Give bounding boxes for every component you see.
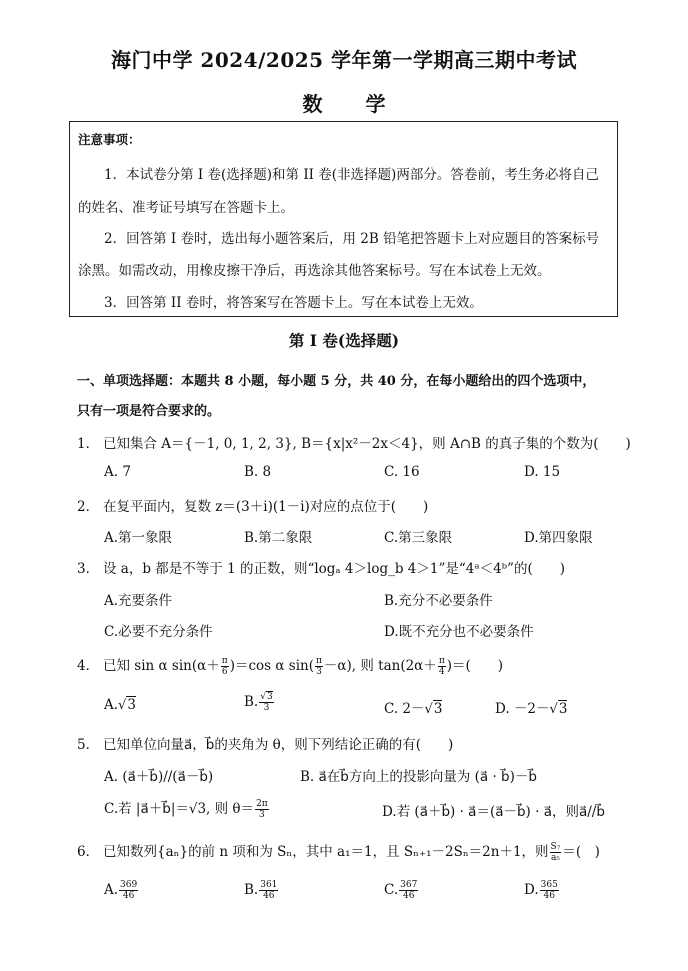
question-text-part: 已知数列{aₙ}的前 n 项和为 Sₙ，其中 a₁＝1，且 Sₙ₊₁－2Sₙ＝2n＋1，则	[103, 844, 549, 860]
numerator: √3	[260, 692, 273, 702]
fraction	[399, 880, 418, 901]
q4-option-b	[244, 692, 275, 713]
q1-option-c: C. 16	[384, 464, 420, 480]
denominator: 46	[122, 891, 135, 901]
q3-option-b: B.充分不必要条件	[384, 593, 493, 609]
question-number: 2．	[77, 499, 100, 515]
denominator: 6	[221, 667, 228, 677]
q2-option-a: A.第一象限	[104, 530, 173, 546]
q1-option-d: D. 15	[524, 464, 561, 480]
exam-title: 海门中学 2024/2025 学年第一学期高三期中考试	[110, 48, 578, 72]
q5-option-c	[104, 797, 270, 820]
notice-heading: 注意事项：	[78, 132, 141, 147]
q1-option-a: A. 7	[104, 464, 131, 480]
q3-option-d: D.既不充分也不必要条件	[384, 624, 534, 640]
question-number: 3．	[77, 561, 100, 577]
question-number: 4．	[77, 658, 100, 674]
question-text: 已知集合 A＝{－1, 0, 1, 2, 3}, B＝{x|x²－2x＜4}，则 A∩B 的真子集的个数为( )	[103, 436, 631, 452]
section-instruction-1: 一、单项选择题：本题共 8 小题，每小题 5 分，共 40 分，在每小题给出的四个选项中，	[77, 374, 596, 389]
denominator: 46	[543, 891, 555, 901]
fraction	[259, 880, 278, 901]
denominator: 4	[438, 667, 445, 677]
q6-option-b	[244, 880, 279, 901]
q2-option-c: C.第三象限	[384, 530, 453, 546]
fraction	[221, 656, 229, 677]
q2-option-d: D.第四象限	[524, 530, 593, 546]
question-text: 已知单位向量a⃗，b⃗的夹角为 θ，则下列结论正确的有( )	[103, 737, 454, 753]
q6-option-c	[384, 880, 419, 901]
fraction	[119, 880, 138, 901]
fraction	[540, 880, 559, 901]
q3-option-a: A.充要条件	[104, 593, 173, 609]
option-label: C. 2－	[384, 701, 425, 717]
q1-option-b: B. 8	[244, 464, 272, 480]
notice-box	[69, 121, 618, 317]
question-text-part: 已知 sin α sin(α＋	[103, 658, 220, 674]
fraction	[315, 656, 323, 677]
numerator: π	[315, 656, 322, 666]
section-title: 第 I 卷(选择题)	[288, 331, 400, 350]
option-label: C.	[384, 882, 399, 898]
notice-line-5: 3．回答第 II 卷时，将答案写在答题卡上。写在本试卷上无效。	[104, 295, 483, 311]
numerator: π	[221, 656, 228, 666]
question-text-part: －α), 则 tan(2α＋	[323, 658, 437, 674]
fraction	[259, 692, 273, 713]
denominator: 3	[259, 810, 265, 820]
question-6	[77, 840, 600, 863]
radicand: 3	[127, 697, 136, 713]
question-text-part: ＝( )	[562, 844, 600, 860]
question-number: 1．	[77, 436, 100, 452]
fraction	[255, 799, 269, 820]
sqrt-icon: √	[549, 702, 558, 717]
question-5	[77, 733, 453, 753]
option-text: C.若 |a⃗＋b⃗|＝√3, 则 θ＝	[104, 801, 255, 817]
question-text-part: )＝cos α sin(	[229, 658, 314, 674]
denominator: 3	[263, 703, 270, 713]
denominator: 46	[403, 891, 415, 901]
fraction	[550, 842, 562, 863]
denominator: 3	[316, 667, 322, 677]
q5-option-a: A. (a⃗＋b⃗)//(a⃗－b⃗)	[104, 769, 214, 785]
q6-option-d	[524, 880, 560, 901]
subject-title	[0, 88, 688, 117]
option-label: B.	[244, 882, 259, 898]
radicand: 3	[558, 701, 568, 717]
option-label: D.	[524, 882, 539, 898]
denominator: a₅	[550, 853, 560, 863]
question-1	[77, 432, 631, 452]
option-label: B.	[244, 694, 259, 710]
q5-option-b: B. a⃗在b⃗方向上的投影向量为 (a⃗ · b⃗)－b⃗	[300, 769, 537, 785]
fraction	[438, 656, 446, 677]
numerator: S₇	[550, 842, 561, 852]
q6-option-a	[104, 880, 139, 901]
sqrt-icon: √	[118, 698, 127, 713]
question-number: 5．	[77, 737, 100, 753]
numerator: 2π	[256, 799, 268, 809]
notice-line-3: 2．回答第 I 卷时，选出每小题答案后，用 2B 铅笔把答题卡上对应题目的答案标号	[104, 231, 600, 247]
numerator: 369	[120, 880, 138, 890]
q4-option-a	[104, 697, 136, 713]
sqrt-icon: √	[424, 702, 433, 717]
question-text: 设 a，b 都是不等于 1 的正数，则“logₐ 4＞log_b 4＞1”是“4ᵃ＜4ᵇ”的( )	[103, 561, 565, 577]
numerator: π	[438, 656, 445, 666]
question-2	[77, 495, 428, 515]
question-text: 在复平面内，复数 z＝(3＋i)(1－i)对应的点位于( )	[103, 499, 429, 515]
notice-line-1: 1．本试卷分第 I 卷(选择题)和第 II 卷(非选择题)两部分。答卷前，考生务必将自己	[104, 167, 599, 183]
subject-char-2: 学	[365, 92, 386, 116]
option-label: A.	[104, 882, 119, 898]
question-3	[77, 557, 565, 577]
option-label: A.	[104, 697, 119, 713]
q3-option-c: C.必要不充分条件	[104, 624, 213, 640]
radicand: 3	[433, 701, 443, 717]
notice-line-2: 的姓名、准考证号填写在答题卡上。	[78, 200, 294, 216]
q5-option-d: D.若 (a⃗＋b⃗) · a⃗＝(a⃗－b⃗) · a⃗，则a⃗//b⃗	[382, 804, 605, 820]
option-label: D. －2－	[495, 701, 550, 717]
numerator: 365	[540, 880, 558, 890]
section-instruction-2: 只有一项是符合要求的。	[77, 404, 221, 419]
q2-option-b: B.第二象限	[244, 530, 313, 546]
question-number: 6．	[77, 844, 100, 860]
q4-option-c	[384, 697, 442, 717]
subject-char-1: 数	[302, 92, 323, 116]
q4-option-d	[495, 697, 567, 717]
notice-line-4: 涂黑。如需改动，用橡皮擦干净后，再选涂其他答案标号。写在本试卷上无效。	[78, 263, 551, 279]
denominator: 46	[263, 891, 275, 901]
numerator: 367	[400, 880, 418, 890]
radicand: 3	[266, 692, 273, 702]
numerator: 361	[260, 880, 278, 890]
question-4	[77, 654, 503, 677]
question-text-part: )＝( )	[446, 658, 504, 674]
